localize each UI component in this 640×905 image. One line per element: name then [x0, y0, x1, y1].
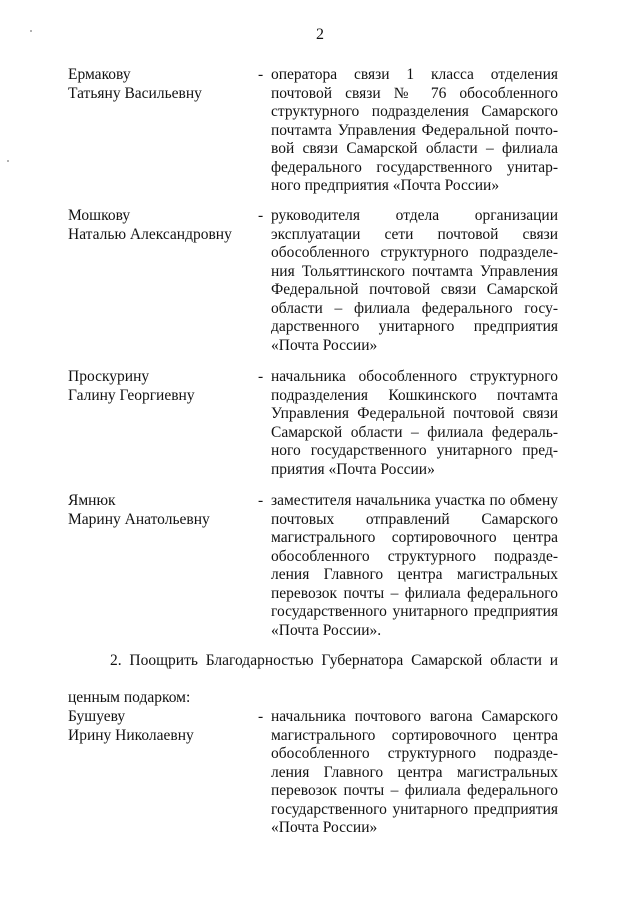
position-description — [271, 207, 558, 355]
description-line: ления Главного центра магистральных — [271, 566, 558, 583]
surname: Бушуеву — [68, 708, 126, 725]
given-names: Наталью Александровну — [68, 225, 232, 243]
person-name — [68, 207, 253, 244]
dash: - — [258, 368, 264, 385]
description-line: начальника почтового вагона Самарского — [271, 708, 558, 725]
dash: - — [258, 207, 264, 224]
description-line: приятия «Почта России» — [271, 460, 435, 478]
description-line: области – филиала федерального госу- — [271, 299, 558, 317]
dash: - — [258, 66, 264, 83]
description-line: «Почта России» — [271, 819, 378, 836]
description-line: руководителя отдела организации — [271, 207, 558, 224]
description-line: вой связи Самарской области – филиала — [271, 140, 558, 157]
person-name — [68, 708, 253, 745]
description-line: оператора связи 1 класса отделения — [271, 66, 558, 83]
person-name — [68, 66, 253, 103]
description-line: магистрального сортировочного центра — [271, 529, 558, 546]
surname: Мошкову — [68, 207, 131, 224]
description-line: обособленного структурного подразде- — [271, 745, 558, 762]
description-line: Управления Федеральной почтовой связи — [271, 405, 558, 422]
description-line: ного государственного унитарного пред- — [271, 442, 558, 459]
description-line: обособленного структурного подразде- — [271, 547, 558, 565]
given-names: Татьяну Васильевну — [68, 84, 202, 102]
position-description — [271, 368, 558, 479]
section-2-heading — [68, 652, 558, 707]
description-line: магистрального сортировочного центра — [271, 726, 558, 744]
person-name — [68, 492, 253, 529]
surname: Проскурину — [68, 368, 150, 385]
description-line: «Почта России». — [271, 621, 382, 639]
description-line: государственного унитарного предприятия — [271, 603, 558, 620]
description-line: заместителя начальника участка по обмену — [271, 492, 558, 509]
description-line: «Почта России» — [271, 336, 378, 354]
dash: - — [258, 492, 264, 509]
scan-artifact — [7, 160, 9, 162]
description-line: ния Тольяттинского почтамта Управления — [271, 262, 558, 280]
description-line: почтовой связи № 76 обособленного — [271, 84, 558, 102]
section-2-line-1: 2. Поощрить Благодарностью Губернатора Самарской области и — [110, 652, 558, 669]
description-line: эксплуатации сети почтовой связи — [271, 225, 558, 243]
description-line: федерального государственного унитар- — [271, 158, 558, 176]
description-line: Самарской области – филиала федераль- — [271, 423, 558, 441]
description-line: ного предприятия «Почта России» — [271, 177, 500, 194]
description-line: ления Главного центра магистральных — [271, 763, 558, 781]
description-line: структурного подразделения Самарского — [271, 103, 558, 120]
section-2-line-2: ценным подарком: — [68, 688, 191, 706]
given-names: Марину Анатольевну — [68, 510, 210, 528]
given-names: Ирину Николаевну — [68, 726, 194, 744]
dash: - — [258, 708, 264, 725]
description-line: Федеральной почтовой связи Самарской — [271, 281, 558, 298]
position-description — [271, 492, 558, 640]
given-names: Галину Георгиевну — [68, 386, 195, 404]
description-line: обособленного структурного подразделе- — [271, 244, 558, 261]
position-description — [271, 66, 558, 196]
description-line: почтамта Управления Федеральной почто- — [271, 121, 558, 139]
position-description — [271, 708, 558, 838]
description-line: государственного унитарного предприятия — [271, 800, 558, 818]
surname: Ермакову — [68, 66, 131, 83]
person-name — [68, 368, 253, 405]
description-line: дарственного унитарного предприятия — [271, 318, 558, 335]
description-line: почтовых отправлений Самарского — [271, 510, 558, 528]
description-line: перевозок почты – филиала федерального — [271, 584, 558, 602]
surname: Ямнюк — [68, 492, 116, 509]
description-line: подразделения Кошкинского почтамта — [271, 386, 558, 404]
page-number: 2 — [316, 26, 324, 43]
description-line: перевозок почты – филиала федерального — [271, 782, 558, 799]
description-line: начальника обособленного структурного — [271, 368, 558, 385]
scan-artifact — [30, 30, 32, 32]
